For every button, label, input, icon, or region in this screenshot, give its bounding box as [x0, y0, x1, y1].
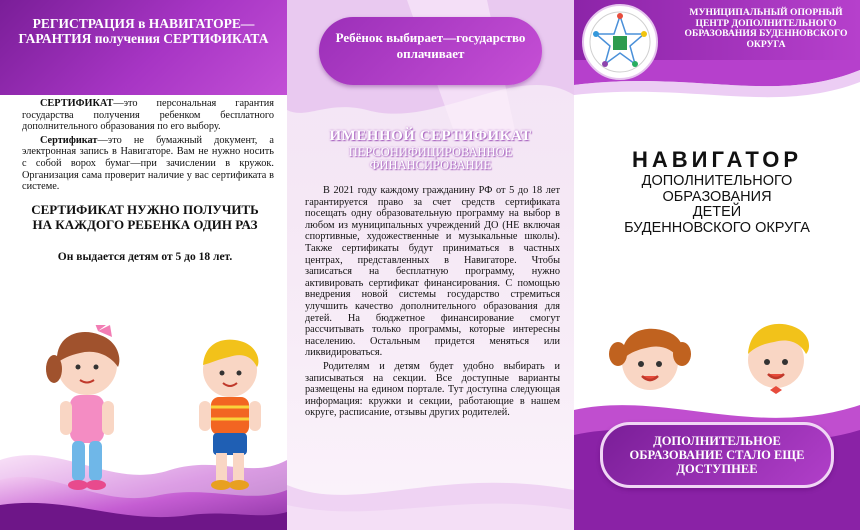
left-body-text [22, 98, 274, 195]
middle-paragraph-2: Родителям и детям будет удобно выбирать и записываться на секции. Все доступные варианты размещены на едином портале. Тут доступна следующая информация: кружки и секции, работающие в нашем округе, расписание, отзывы других родителей. [305, 360, 560, 419]
boy-face-illustration [734, 318, 819, 398]
girl-face-illustration [608, 320, 693, 400]
certificate-term-2: Сертификат [40, 134, 98, 146]
certificate-electronic-note [22, 135, 274, 193]
subtitle-line-4: БУДЕННОВСКОГО ОКРУГА [624, 219, 810, 236]
slogan-text: Ребёнок выбирает—государство оплачивает [335, 30, 526, 61]
middle-body-text [305, 185, 560, 421]
middle-paragraph-1: В 2021 году каждому гражданину РФ от 5 до 18 лет гарантируется право за счет средств сертификата посещать одну образовательную программу на выбор в любом из муниципальных учреждений ДО (НЕ включая спортивные, художественные и музыкальные школы). Также сертификаты будут приниматься в частных центрах, представленных в Навигаторе. Чтобы записаться на бесплатную программу, нужно активировать сертификат финансирования. С помощью внедрения новой системы государство стремиться улучшить качество дополнительного образования для детей. На бюджетное финансирование смогут рассчитывать только программы, которые интересны населению. Остальным придется меняться или ликвидироваться. [305, 185, 560, 359]
boy-illustration [185, 335, 275, 495]
subtitle-line-2: ОБРАЗОВАНИЯ [662, 188, 772, 205]
named-certificate-title: ИМЕННОЙ СЕРТИФИКАТ [329, 128, 532, 144]
left-panel [0, 0, 287, 530]
certificate-electronic-text: —это не бумажный документ, а электронная запись в Навигаторе. Вам не нужно носить с собой ворох бумаг—при зачислении в кружок. Организация сама проверит наличие у вас сертификата в системе. [22, 134, 274, 193]
logo-star-icon [584, 6, 656, 78]
logo-emblem-icon [582, 4, 658, 80]
slogan-bubble [319, 17, 542, 85]
left-header-banner [0, 0, 287, 95]
organization-name: МУНИЦИПАЛЬНЫЙ ОПОРНЫЙ ЦЕНТР ДОПОЛНИТЕЛЬНОГО ОБРАЗОВАНИЯ БУДЕННОВСКОГО ОКРУГА [684, 7, 848, 50]
certificate-definition [22, 98, 274, 133]
accessible-education-pill [600, 422, 834, 488]
certificate-term: СЕРТИФИКАТ [40, 98, 114, 109]
navigator-title: НАВИГАТОР [631, 147, 803, 172]
right-panel [574, 0, 860, 530]
age-range-note: Он выдается детям от 5 до 18 лет. [57, 251, 233, 263]
subtitle-line-3: ДЕТЕЙ [692, 204, 742, 220]
girl-illustration [40, 325, 135, 495]
accessible-education-text: ДОПОЛНИТЕЛЬНОЕ ОБРАЗОВАНИЕ СТАЛО ЕЩЕ ДОСТУПНЕЕ [629, 434, 805, 476]
subtitle-line-1: ДОПОЛНИТЕЛЬНОГО [641, 173, 793, 189]
certificate-definition-text: —это персональная гарантия государства получения ребенком бесплатного дополнительного образования по его выбору. [22, 98, 274, 133]
personalized-financing-subtitle: ПЕРСОНИФИЦИРОВАННОЕ ФИНАНСИРОВАНИЕ [348, 145, 513, 172]
middle-wave-decoration [287, 445, 574, 530]
left-header-title: РЕГИСТРАЦИЯ в НАВИГАТОРЕ—ГАРАНТИЯ получения СЕРТИФИКАТА [18, 16, 269, 46]
certificate-once-note: СЕРТИФИКАТ НУЖНО ПОЛУЧИТЬ НА КАЖДОГО РЕБЕНКА ОДИН РАЗ [31, 202, 259, 232]
navigator-subtitle [574, 174, 860, 236]
middle-panel [287, 0, 574, 530]
